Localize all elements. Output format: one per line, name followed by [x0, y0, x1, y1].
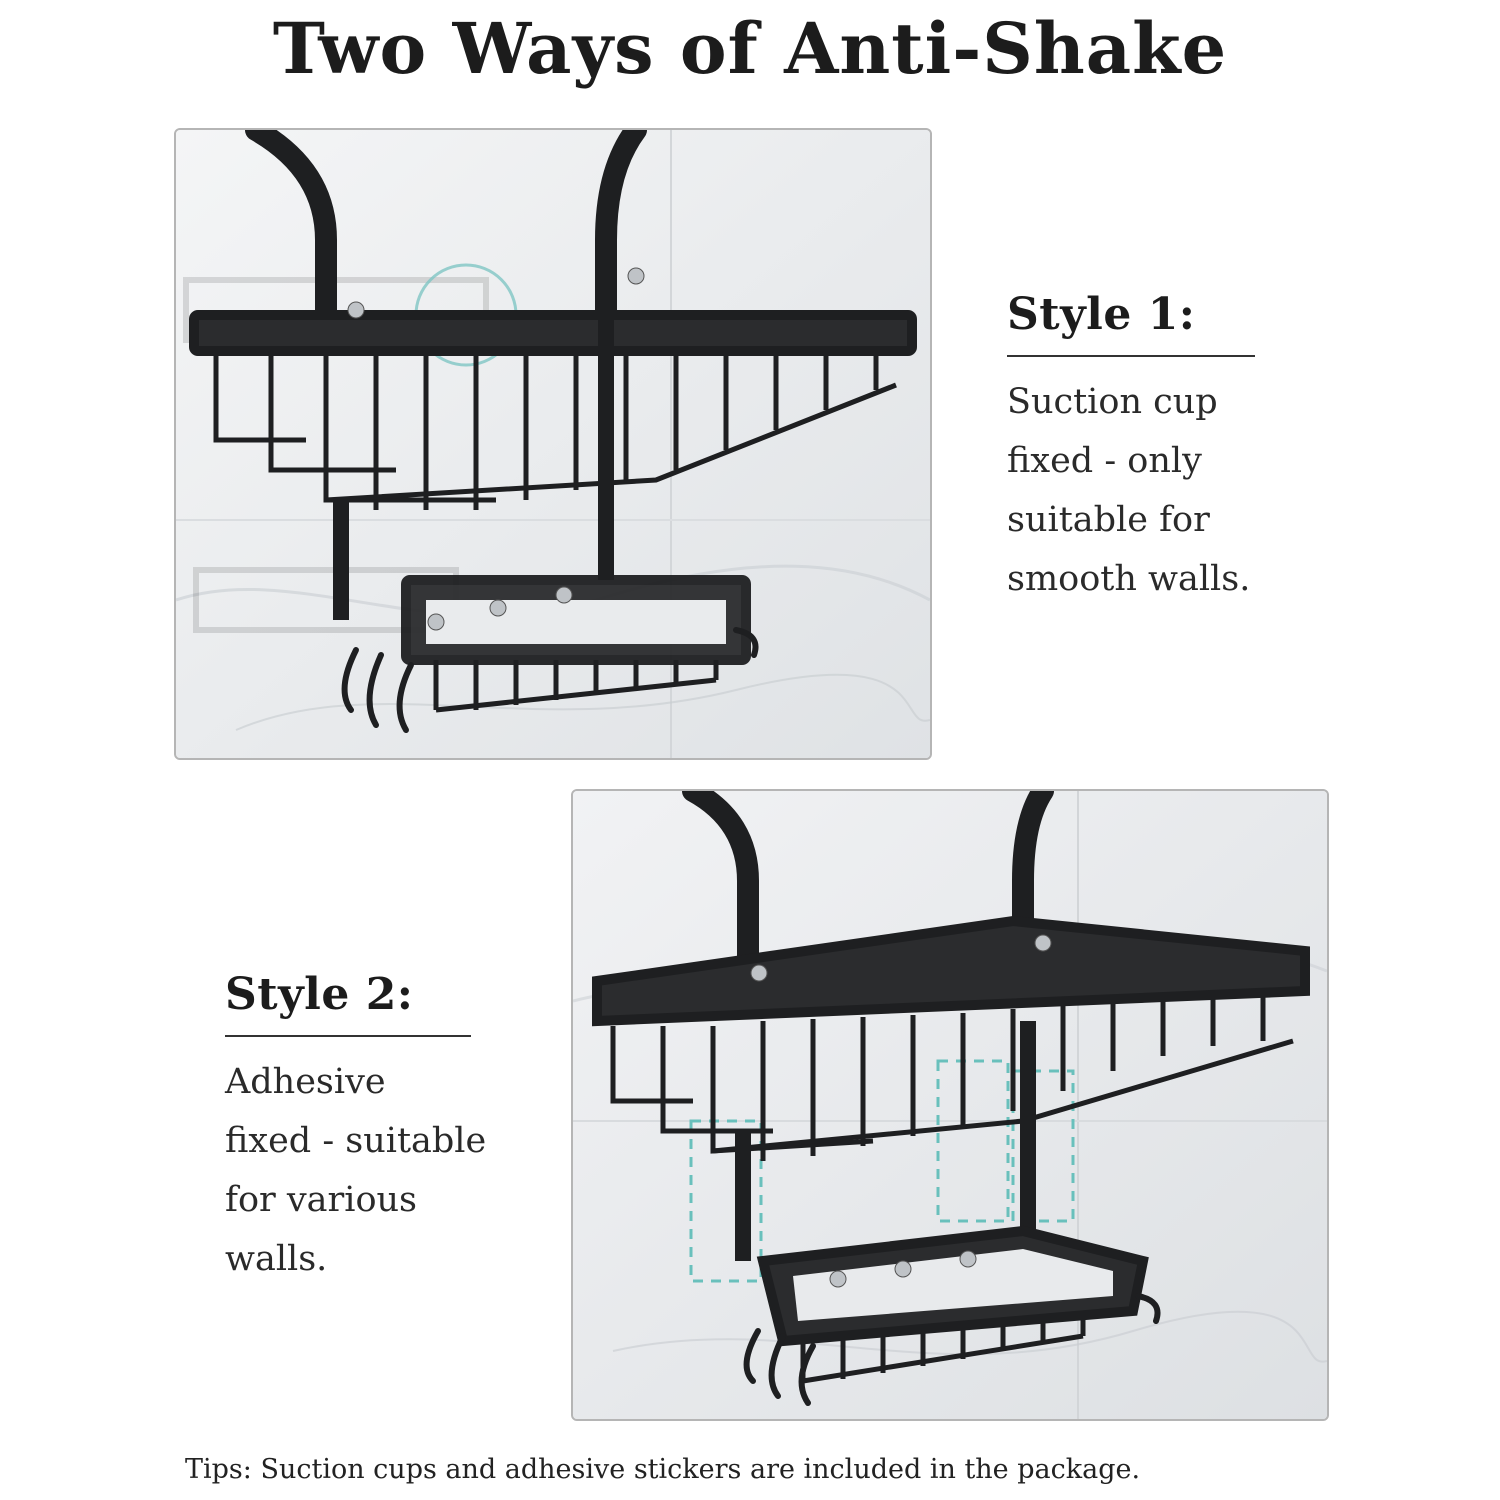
divider [225, 1035, 471, 1037]
style-2-line: Adhesive [225, 1062, 386, 1102]
style-2-heading: Style 2: [225, 969, 414, 1020]
style-1-line: suitable for [1007, 500, 1210, 540]
page-title: Two Ways of Anti-Shake [272, 7, 1228, 90]
shower-caddy-illustration [176, 130, 930, 758]
style-2-line: walls. [225, 1239, 328, 1279]
product-photo-adhesive [571, 789, 1329, 1421]
style-1-block [1007, 285, 1267, 609]
product-photo-suction-cup [174, 128, 932, 760]
style-2-line: fixed - suitable [225, 1121, 487, 1161]
style-1-line: Suction cup [1007, 382, 1218, 422]
style-1-line: fixed - only [1007, 441, 1202, 481]
style-1-line: smooth walls. [1007, 559, 1251, 599]
divider [1007, 355, 1255, 357]
style-1-heading: Style 1: [1007, 289, 1196, 340]
tips-note: Tips: Suction cups and adhesive stickers are included in the package. [185, 1454, 1141, 1485]
shower-caddy-illustration [573, 791, 1327, 1419]
style-1-description [1007, 373, 1267, 609]
style-2-line: for various [225, 1180, 418, 1220]
style-2-block [225, 965, 505, 1289]
style-2-description [225, 1053, 505, 1289]
